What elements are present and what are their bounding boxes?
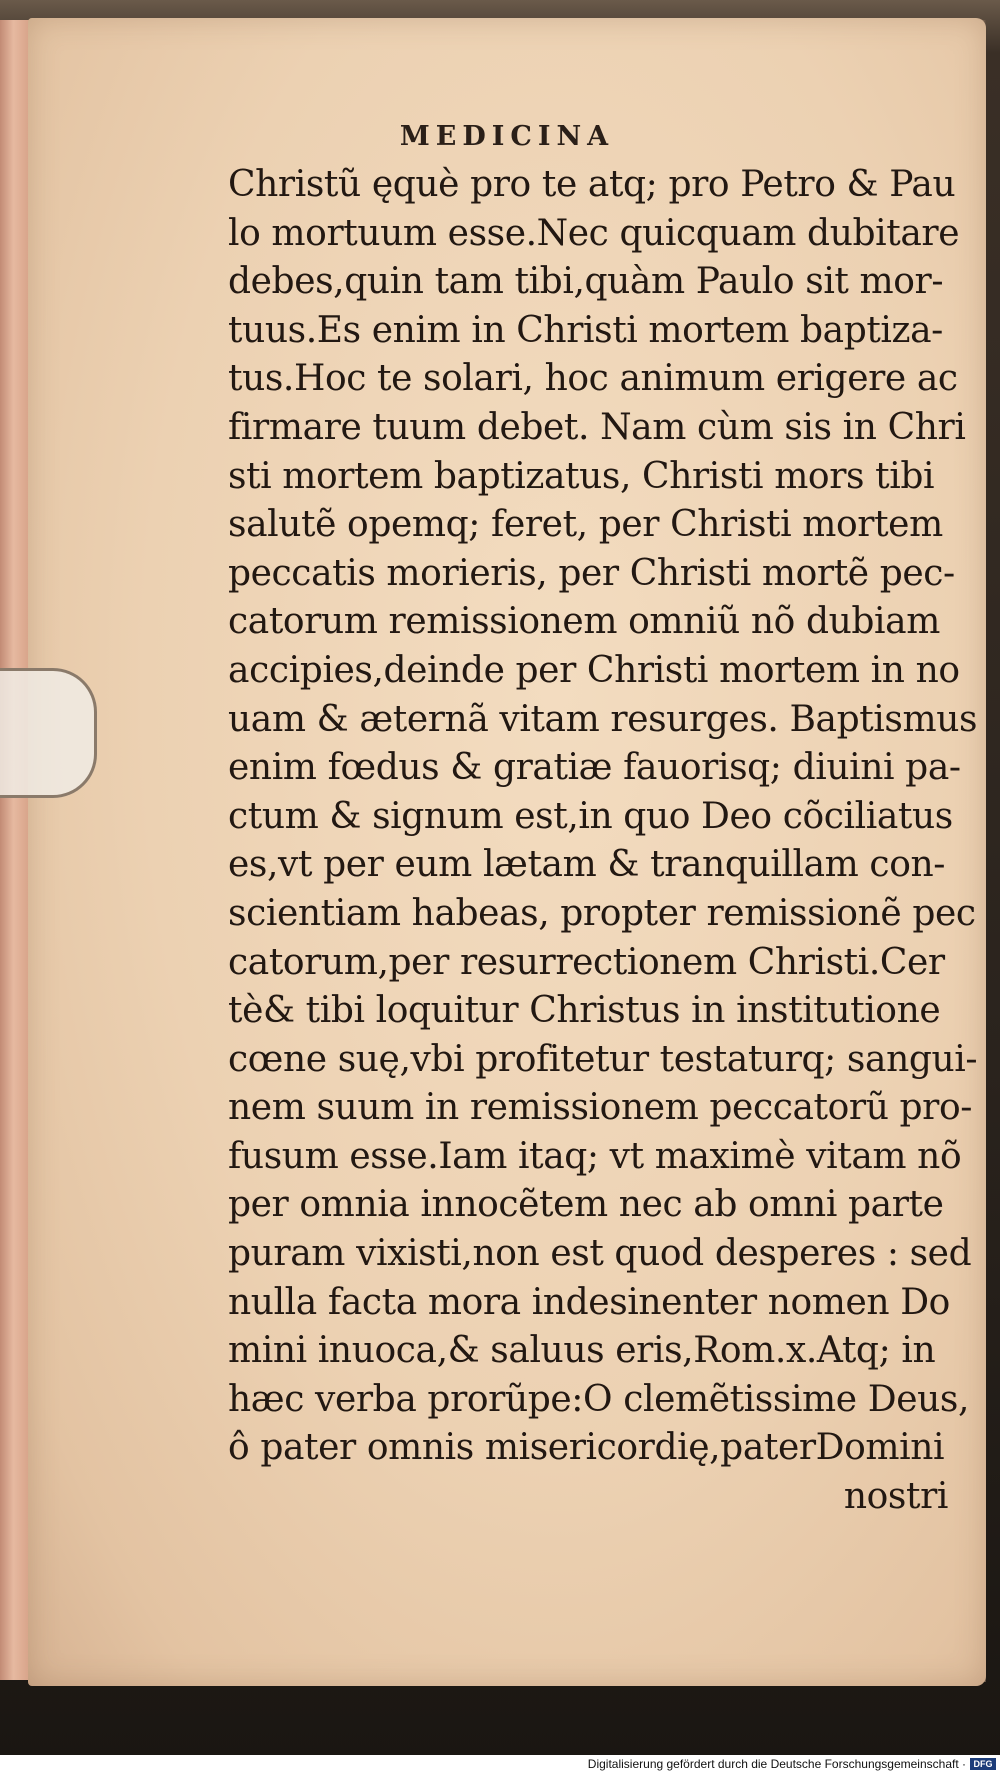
text-line: scientiam habeas, propter remissionẽ pec <box>228 892 976 934</box>
running-head: MEDICINA <box>399 121 615 152</box>
dfg-logo: DFG <box>970 1758 996 1770</box>
text-line: puram vixisti,non est quod desperes : sed <box>228 1233 972 1275</box>
text-line: hæc verba prorũpe:O clemẽtissime Deus, <box>228 1378 970 1420</box>
text-line: nem suum in remissionem peccatorũ pro- <box>228 1087 973 1129</box>
catchword: nostri <box>843 1476 948 1518</box>
text-line: cœne suę,vbi profitetur testaturq; sangui- <box>228 1038 978 1080</box>
text-line: Christũ ęquè pro te atq; pro Petro & Pau <box>228 164 956 205</box>
text-line: mini inuoca,& saluus eris,Rom.x.Atq; in <box>228 1330 936 1372</box>
body-text <box>228 161 978 1522</box>
paper-clip <box>0 668 97 798</box>
book-page <box>28 18 986 1686</box>
text-line: enim fœdus & gratiæ fauorisq; diuini pa- <box>228 747 961 789</box>
text-line: salutẽ opemq; feret, per Christi mortem <box>228 504 943 546</box>
text-line: firmare tuum debet. Nam cùm sis in Chri <box>228 406 966 448</box>
funding-credit: Digitalisierung gefördert durch die Deutsche Forschungsgemeinschaft · <box>587 1757 966 1771</box>
text-line: fusum esse.Iam itaq; vt maximè vitam nõ <box>228 1135 962 1177</box>
digitization-footer <box>0 1755 1000 1773</box>
text-line: accipies,deinde per Christi mortem in no <box>228 649 960 691</box>
text-line: catorum remissionem omniũ nõ dubiam <box>228 601 940 643</box>
text-line: es,vt per eum lætam & tranquillam con- <box>228 844 946 886</box>
text-line: nulla facta mora indesinenter nomen Do <box>228 1281 950 1323</box>
text-line: ô pater omnis misericordię,paterDomini <box>228 1427 945 1469</box>
text-line: lo mortuum esse.Nec quicquam dubitare <box>228 212 960 254</box>
text-line: tè& tibi loquitur Christus in institutione <box>228 990 941 1032</box>
text-line: tus.Hoc te solari, hoc animum erigere ac <box>228 358 958 400</box>
text-line: peccatis morieris, per Christi mortẽ pec- <box>228 552 955 594</box>
text-line: ctum & signum est,in quo Deo cõciliatus <box>228 795 953 837</box>
text-line: debes,quin tam tibi,quàm Paulo sit mor- <box>228 261 944 303</box>
text-line: sti mortem baptizatus, Christi mors tibi <box>228 455 935 497</box>
text-line: catorum,per resurrectionem Christi.Cer <box>228 941 945 983</box>
text-line: tuus.Es enim in Christi mortem baptiza- <box>228 309 943 351</box>
text-line: per omnia innocẽtem nec ab omni parte <box>228 1184 944 1226</box>
text-line: uam & æternã vitam resurges. Baptismus <box>228 698 978 740</box>
